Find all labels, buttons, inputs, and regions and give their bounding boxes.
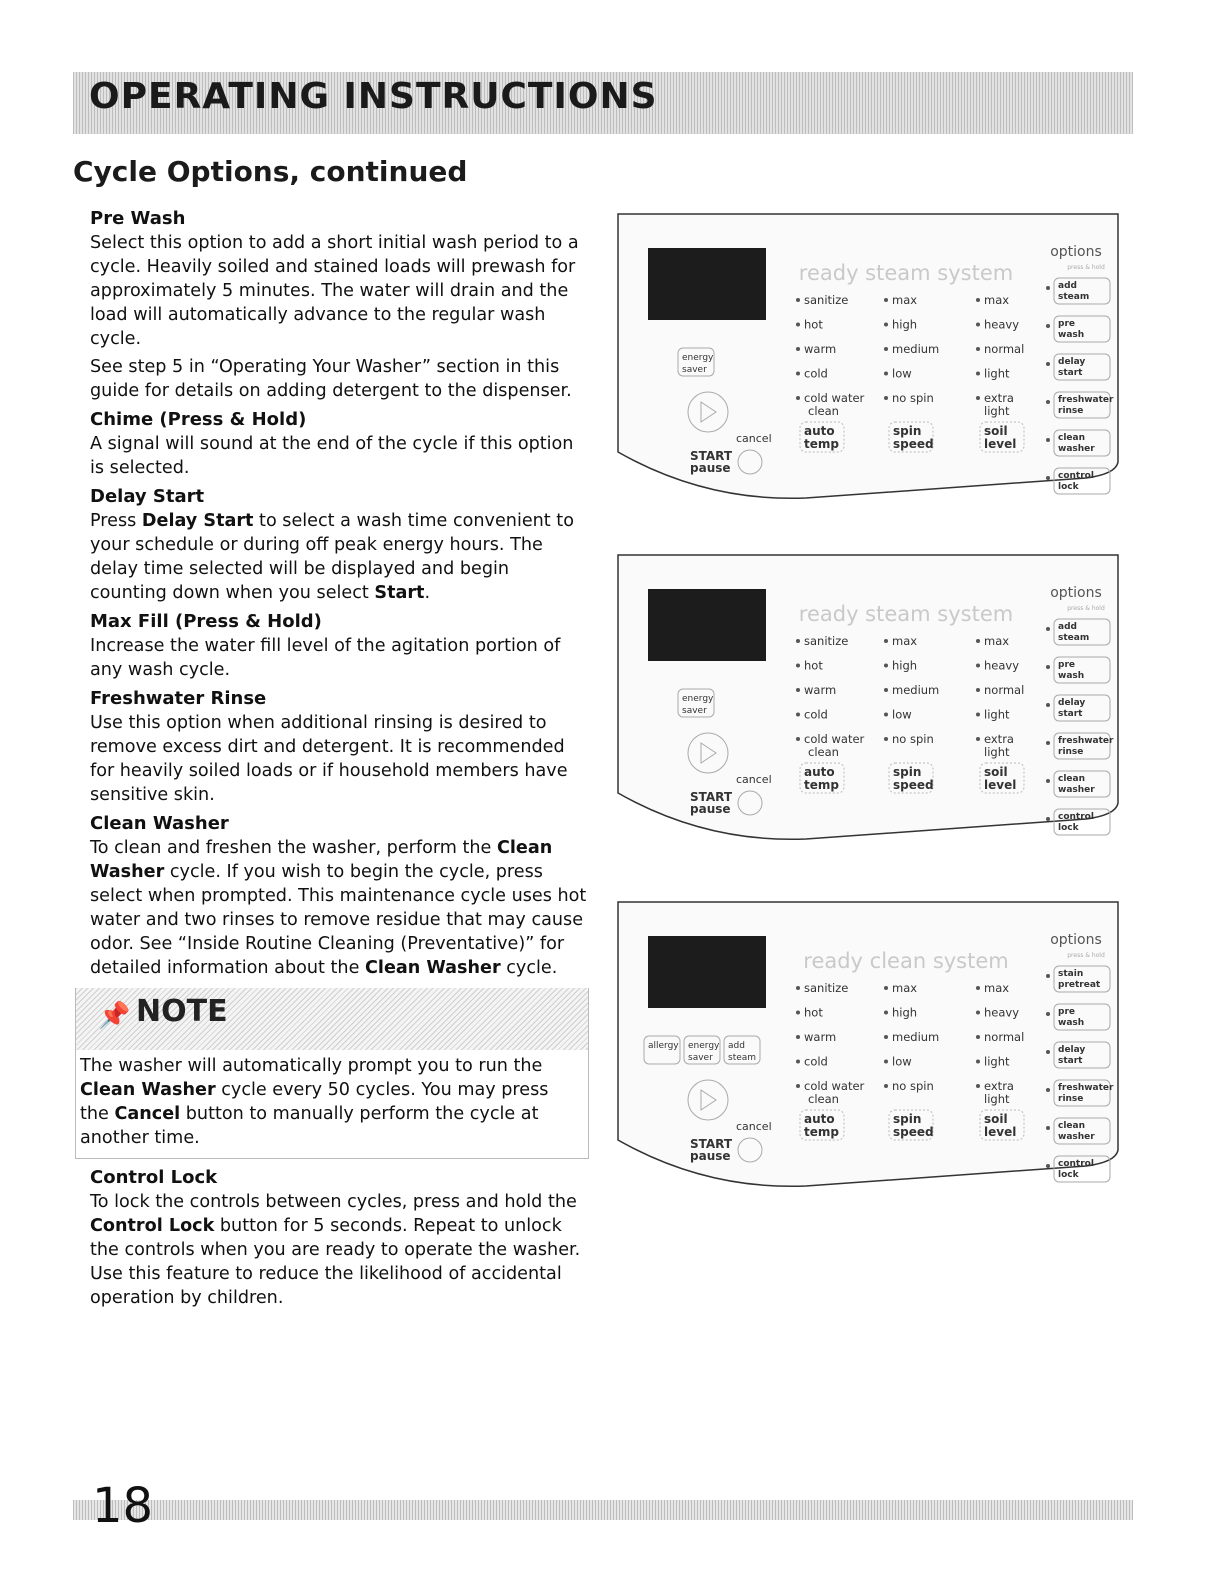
setting-button-label: spin xyxy=(893,1112,922,1126)
control-panel-3 xyxy=(616,900,1120,1190)
pre-wash-text-1: Select this option to add a short initial wash period to a cycle. Heavily soiled and stained loads will prewash for approximately 5 minutes. The water will drain and the load will automatically advance to the regular wash cycle. xyxy=(90,233,579,349)
option-button-label: washer xyxy=(1058,1132,1095,1142)
cycle-setting: normal xyxy=(984,683,1025,697)
options-label: options xyxy=(1050,585,1102,601)
indicator-dot xyxy=(1046,1012,1050,1016)
note-text: The washer will automatically prompt you to run the Clean Washer cycle every 50 cycles. You may press the Cancel button to manually perform the cycle at another time. xyxy=(80,1056,549,1148)
setting-button-label: speed xyxy=(893,778,934,792)
indicator-dot xyxy=(796,664,800,668)
start-label: START xyxy=(690,790,733,804)
indicator-dot xyxy=(796,347,800,351)
pushpin-icon: 📌 xyxy=(98,1001,131,1031)
setting-button-label: spin xyxy=(893,424,922,438)
cycle-setting: sanitize xyxy=(804,293,849,307)
heading-clean-washer: Clean Washer xyxy=(90,813,229,834)
cycle-setting: light xyxy=(984,366,1010,381)
indicator-dot xyxy=(796,1084,800,1088)
option-button-label: pretreat xyxy=(1058,980,1101,990)
cycle-setting: light xyxy=(984,404,1010,418)
indicator-dot xyxy=(884,396,888,400)
option-button-label: control xyxy=(1058,812,1094,822)
indicator-dot xyxy=(1046,286,1050,290)
indicator-dot xyxy=(796,713,800,717)
indicator-dot xyxy=(976,323,980,327)
cycle-setting: extra xyxy=(984,1079,1014,1093)
indicator-dot xyxy=(976,986,980,990)
indicator-dot xyxy=(796,1060,800,1064)
option-button-label: pre xyxy=(1058,319,1075,329)
setting-button-label: soil xyxy=(984,424,1008,438)
indicator-dot xyxy=(976,1011,980,1015)
cycle-setting: max xyxy=(984,981,1010,995)
indicator-dot xyxy=(884,372,888,376)
option-button-label: steam xyxy=(728,1053,757,1063)
option-button-label: lock xyxy=(1058,823,1079,833)
option-button-label: add xyxy=(1058,622,1077,632)
cycle-setting: max xyxy=(984,293,1010,307)
option-button-label: control xyxy=(1058,1159,1094,1169)
indicator-dot xyxy=(1046,779,1050,783)
press-hold-label: press & hold xyxy=(1067,605,1105,612)
indicator-dot xyxy=(884,1084,888,1088)
display-screen xyxy=(648,936,766,1008)
indicator-dot xyxy=(976,664,980,668)
setting-button-label: level xyxy=(984,1125,1017,1139)
setting-button-label: soil xyxy=(984,765,1008,779)
indicator-dot xyxy=(796,372,800,376)
heading-pre-wash: Pre Wash xyxy=(90,208,186,229)
pause-label: pause xyxy=(690,461,731,475)
cycle-setting: normal xyxy=(984,342,1025,356)
cycle-setting: clean xyxy=(808,1092,839,1106)
panel-drawing xyxy=(616,212,1120,502)
option-button-label: clean xyxy=(1058,433,1086,443)
setting-button-label: auto xyxy=(804,765,835,779)
instructions-column xyxy=(80,206,590,1314)
setting-button-label: temp xyxy=(804,778,839,792)
cycle-setting: warm xyxy=(804,683,837,697)
display-screen xyxy=(648,248,766,320)
option-button-label: freshwater xyxy=(1058,736,1114,746)
note-box xyxy=(75,988,589,1159)
cycle-setting: cold xyxy=(804,707,828,722)
indicator-dot xyxy=(884,688,888,692)
cycle-setting: low xyxy=(892,366,912,381)
cycle-setting: light xyxy=(984,707,1010,722)
cycle-setting: normal xyxy=(984,1030,1025,1044)
cycle-setting: sanitize xyxy=(804,634,849,648)
setting-button-label: soil xyxy=(984,1112,1008,1126)
cancel-label: cancel xyxy=(736,1120,772,1133)
cycle-setting: hot xyxy=(804,658,823,673)
indicator-dot xyxy=(884,323,888,327)
cycle-setting: cold xyxy=(804,1054,828,1069)
indicator-dot xyxy=(1046,741,1050,745)
cycle-setting: max xyxy=(892,634,918,648)
option-button-label: steam xyxy=(1058,633,1090,643)
cycle-setting: cold water xyxy=(804,391,865,405)
indicator-dot xyxy=(1046,400,1050,404)
indicator-dot xyxy=(796,1035,800,1039)
pause-label: pause xyxy=(690,802,731,816)
indicator-dot xyxy=(976,347,980,351)
footer-bar xyxy=(73,1500,1133,1520)
option-button-label: wash xyxy=(1058,1018,1085,1028)
indicator-dot xyxy=(796,986,800,990)
cycle-setting: low xyxy=(892,1054,912,1069)
indicator-dot xyxy=(1046,362,1050,366)
cycle-setting: hot xyxy=(804,1005,823,1020)
options-label: options xyxy=(1050,932,1102,948)
cycle-setting: extra xyxy=(984,391,1014,405)
indicator-dot xyxy=(796,323,800,327)
indicator-dot xyxy=(884,713,888,717)
cycle-setting: medium xyxy=(892,342,940,356)
indicator-dot xyxy=(796,639,800,643)
setting-button-label: level xyxy=(984,778,1017,792)
indicator-dot xyxy=(884,664,888,668)
option-button-label: start xyxy=(1058,368,1083,378)
indicator-dot xyxy=(976,639,980,643)
note-header xyxy=(76,988,588,1050)
option-button-label: stain xyxy=(1058,969,1084,979)
option-button-label: energy xyxy=(682,353,714,363)
cycle-setting: high xyxy=(892,317,918,332)
cycle-setting: light xyxy=(984,745,1010,759)
cycle-setting: clean xyxy=(808,404,839,418)
indicator-dot xyxy=(1046,974,1050,978)
setting-button-label: auto xyxy=(804,1112,835,1126)
option-button-label: lock xyxy=(1058,482,1079,492)
indicator-dot xyxy=(976,737,980,741)
option-button-label: wash xyxy=(1058,671,1085,681)
option-button-label: lock xyxy=(1058,1170,1079,1180)
option-button-label: pre xyxy=(1058,1007,1075,1017)
pre-wash-text-2: See step 5 in “Operating Your Washer” section in this guide for details on adding detergent to the dispenser. xyxy=(90,357,572,401)
option-button-label: steam xyxy=(1058,292,1090,302)
cycle-setting: max xyxy=(984,634,1010,648)
indicator-dot xyxy=(976,688,980,692)
heading-control-lock: Control Lock xyxy=(90,1167,218,1188)
setting-button-label: auto xyxy=(804,424,835,438)
setting-button-label: spin xyxy=(893,765,922,779)
indicator-dot xyxy=(976,396,980,400)
setting-button-label: temp xyxy=(804,1125,839,1139)
indicator-dot xyxy=(884,639,888,643)
page-number: 18 xyxy=(92,1478,154,1534)
indicator-dot xyxy=(1046,703,1050,707)
option-button-label: rinse xyxy=(1058,406,1084,416)
option-button-label: delay xyxy=(1058,1045,1086,1055)
start-label: START xyxy=(690,449,733,463)
option-button-label: start xyxy=(1058,709,1083,719)
system-name: ready steam system xyxy=(798,261,1014,285)
cycle-setting: high xyxy=(892,1005,918,1020)
header-title: OPERATING INSTRUCTIONS xyxy=(89,76,658,117)
option-button-label: wash xyxy=(1058,330,1085,340)
panel-drawing xyxy=(616,900,1120,1190)
cycle-setting: max xyxy=(892,981,918,995)
indicator-dot xyxy=(796,1011,800,1015)
indicator-dot xyxy=(884,347,888,351)
cycle-setting: clean xyxy=(808,745,839,759)
indicator-dot xyxy=(796,737,800,741)
option-button-label: pre xyxy=(1058,660,1075,670)
clean-washer-text: To clean and freshen the washer, perform the Clean Washer cycle. If you wish to begin the cycle, press select when prompted. This maintenance cycle uses hot water and two rinses to remove residue that may cause odor. See “Inside Routine Cleaning (Preventative)” for detailed information about the Clean Washer cycle. xyxy=(90,838,587,978)
system-name: ready steam system xyxy=(798,602,1014,626)
indicator-dot xyxy=(976,1060,980,1064)
indicator-dot xyxy=(1046,1126,1050,1130)
indicator-dot xyxy=(884,1035,888,1039)
control-panel-2 xyxy=(616,553,1120,843)
indicator-dot xyxy=(976,372,980,376)
indicator-dot xyxy=(884,1060,888,1064)
indicator-dot xyxy=(1046,817,1050,821)
chime-text: A signal will sound at the end of the cycle if this option is selected. xyxy=(90,434,574,478)
cancel-label: cancel xyxy=(736,773,772,786)
option-button-label: washer xyxy=(1058,785,1095,795)
indicator-dot xyxy=(796,396,800,400)
cycle-setting: high xyxy=(892,658,918,673)
cycle-setting: cold water xyxy=(804,1079,865,1093)
setting-button-label: speed xyxy=(893,437,934,451)
control-panel-1 xyxy=(616,212,1120,502)
option-button-label: clean xyxy=(1058,774,1086,784)
start-label: START xyxy=(690,1137,733,1151)
indicator-dot xyxy=(976,713,980,717)
options-label: options xyxy=(1050,244,1102,260)
option-button-label: rinse xyxy=(1058,1094,1084,1104)
indicator-dot xyxy=(1046,627,1050,631)
indicator-dot xyxy=(1046,1050,1050,1054)
indicator-dot xyxy=(884,737,888,741)
delay-start-text: Press Delay Start to select a wash time convenient to your schedule or during off peak energy hours. The delay time selected will be displayed and begin counting down when you select Start. xyxy=(90,511,574,603)
option-button-label: energy xyxy=(688,1041,720,1051)
indicator-dot xyxy=(976,1084,980,1088)
indicator-dot xyxy=(1046,476,1050,480)
cycle-setting: warm xyxy=(804,1030,837,1044)
option-button-label: control xyxy=(1058,471,1094,481)
press-hold-label: press & hold xyxy=(1067,952,1105,959)
press-hold-label: press & hold xyxy=(1067,264,1105,271)
option-button-label: saver xyxy=(682,706,707,716)
heading-freshwater-rinse: Freshwater Rinse xyxy=(90,688,267,709)
option-button-label: freshwater xyxy=(1058,1083,1114,1093)
setting-button-label: level xyxy=(984,437,1017,451)
option-button-label: clean xyxy=(1058,1121,1086,1131)
max-fill-text: Increase the water fill level of the agitation portion of any wash cycle. xyxy=(90,636,561,680)
panel-drawing xyxy=(616,553,1120,843)
option-button-label: saver xyxy=(688,1053,713,1063)
cycle-setting: low xyxy=(892,707,912,722)
cycle-setting: light xyxy=(984,1092,1010,1106)
option-button-label: rinse xyxy=(1058,747,1084,757)
cycle-setting: heavy xyxy=(984,1005,1020,1020)
freshwater-rinse-text: Use this option when additional rinsing is desired to remove excess dirt and detergent. It is recommended for heavily soiled loads or if household members have sensitive skin. xyxy=(90,713,568,805)
cycle-setting: hot xyxy=(804,317,823,332)
cycle-setting: no spin xyxy=(892,1079,934,1093)
setting-button-label: speed xyxy=(893,1125,934,1139)
option-button-label: energy xyxy=(682,694,714,704)
option-button-label: washer xyxy=(1058,444,1095,454)
pause-label: pause xyxy=(690,1149,731,1163)
indicator-dot xyxy=(796,298,800,302)
indicator-dot xyxy=(796,688,800,692)
cancel-label: cancel xyxy=(736,432,772,445)
option-button-label: freshwater xyxy=(1058,395,1114,405)
cycle-setting: light xyxy=(984,1054,1010,1069)
control-lock-text: To lock the controls between cycles, press and hold the Control Lock button for 5 seconds. Repeat to unlock the controls when you are ready to operate the washer. Use this feature to reduce the likelihood of accidental operation by children. xyxy=(90,1192,581,1308)
cycle-setting: medium xyxy=(892,1030,940,1044)
heading-max-fill: Max Fill (Press & Hold) xyxy=(90,611,322,632)
indicator-dot xyxy=(884,1011,888,1015)
option-button-label: saver xyxy=(682,365,707,375)
system-name: ready clean system xyxy=(803,949,1009,973)
cycle-setting: sanitize xyxy=(804,981,849,995)
indicator-dot xyxy=(1046,1088,1050,1092)
indicator-dot xyxy=(976,298,980,302)
header-banner xyxy=(73,72,1133,134)
heading-delay-start: Delay Start xyxy=(90,486,205,507)
cycle-setting: heavy xyxy=(984,317,1020,332)
option-button-label: delay xyxy=(1058,357,1086,367)
cycle-setting: no spin xyxy=(892,732,934,746)
cycle-setting: no spin xyxy=(892,391,934,405)
cycle-setting: medium xyxy=(892,683,940,697)
cycle-setting: heavy xyxy=(984,658,1020,673)
indicator-dot xyxy=(1046,665,1050,669)
cycle-setting: cold xyxy=(804,366,828,381)
indicator-dot xyxy=(1046,324,1050,328)
indicator-dot xyxy=(884,298,888,302)
indicator-dot xyxy=(884,986,888,990)
indicator-dot xyxy=(1046,1164,1050,1168)
option-button-label: start xyxy=(1058,1056,1083,1066)
heading-chime: Chime (Press & Hold) xyxy=(90,409,307,430)
note-title: NOTE xyxy=(136,994,228,1029)
option-button-label: add xyxy=(1058,281,1077,291)
section-title: Cycle Options, continued xyxy=(73,155,468,188)
option-button-label: add xyxy=(728,1041,745,1051)
indicator-dot xyxy=(976,1035,980,1039)
option-button-label: allergy xyxy=(648,1041,679,1051)
indicator-dot xyxy=(1046,438,1050,442)
cycle-setting: warm xyxy=(804,342,837,356)
option-button-label: delay xyxy=(1058,698,1086,708)
cycle-setting: cold water xyxy=(804,732,865,746)
cycle-setting: max xyxy=(892,293,918,307)
cycle-setting: extra xyxy=(984,732,1014,746)
setting-button-label: temp xyxy=(804,437,839,451)
display-screen xyxy=(648,589,766,661)
